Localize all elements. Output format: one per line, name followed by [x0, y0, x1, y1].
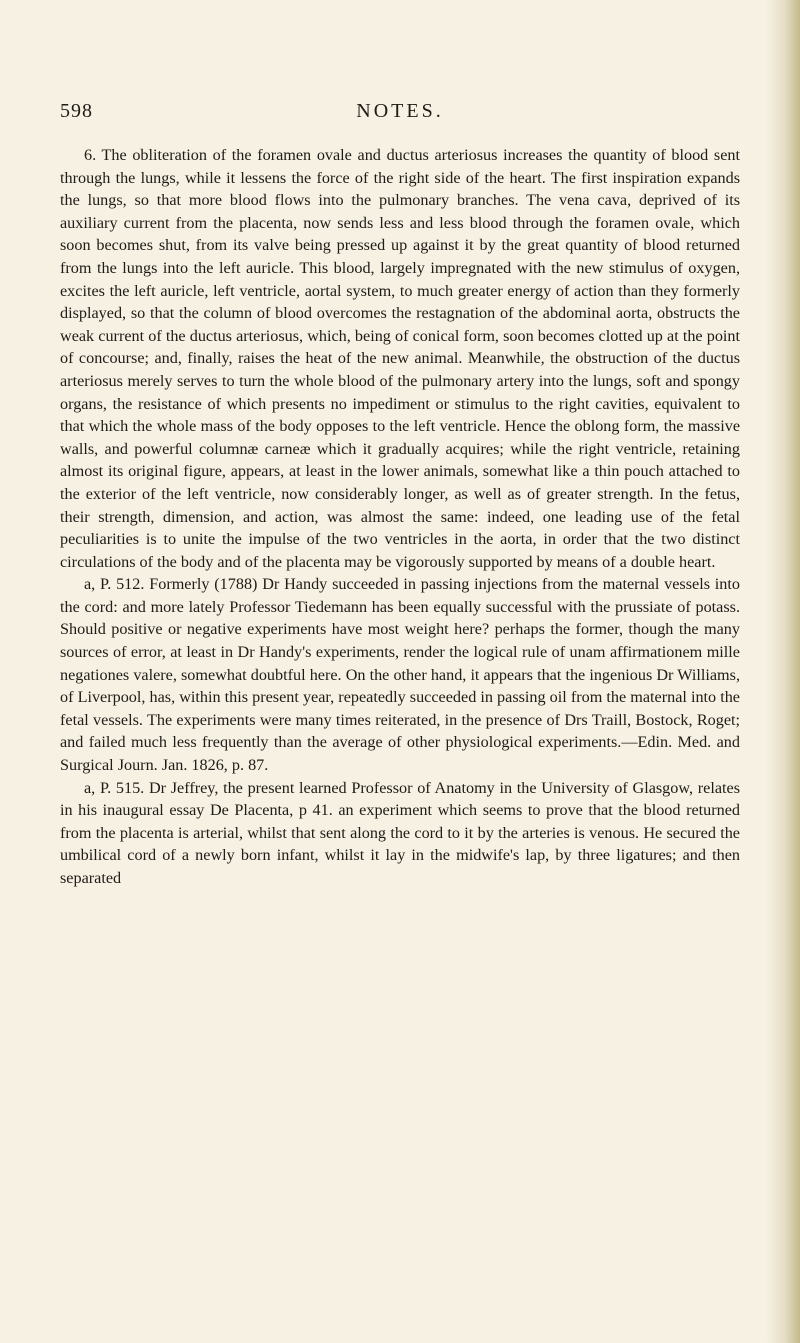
paragraph-note-p512: a, P. 512. Formerly (1788) Dr Handy succeeded in passing injections from the maternal vessels into the cord: and more lately Professor Tiedemann has been equally successful with the prussiate of potass. Should positive or negative experiments have most weight here? perhaps the former, though the many sources of error, at least in Dr Handy's experiments, render the logical rule of unam affirmationem mille negationes valere, somewhat doubtful here. On the other hand, it appears that the ingenious Dr Williams, of Liverpool, has, within this present year, repeatedly succeeded in passing oil from the maternal into the fetal vessels. The experiments were many times reiterated, in the presence of Drs Traill, Bostock, Roget; and failed much less frequently than the average of other physiological experiments.—Edin. Med. and Surgical Journ. Jan. 1826, p. 87.	[60, 575, 740, 775]
page-number: 598	[60, 100, 93, 122]
page-edge-shadow	[766, 0, 800, 1343]
body-text	[60, 144, 740, 890]
page-header	[60, 100, 740, 130]
running-head: NOTES.	[356, 100, 444, 122]
paragraph-foramen-ovale: 6. The obliteration of the foramen ovale and ductus arteriosus increases the quantity of blood sent through the lungs, while it lessens the force of the right side of the heart. The first inspiration expands the lungs, so that more blood flows into the pulmonary branches. The vena cava, deprived of its auxiliary current from the placenta, now sends less and less blood through the foramen ovale, which soon becomes shut, from its valve being pressed up against it by the great quantity of blood returned from the lungs into the left auricle. This blood, largely impregnated with the new stimulus of oxygen, excites the left auricle, left ventricle, aortal system, to much greater energy of action than they formerly displayed, so that the column of blood overcomes the restagnation of the abdominal aorta, obstructs the weak current of the ductus arteriosus, which, being of conical form, soon becomes clotted up at the point of concourse; and, finally, raises the heat of the new animal. Meanwhile, the obstruction of the ductus arteriosus merely serves to turn the whole blood of the pulmonary artery into the lungs, soft and spongy organs, the resistance of which presents no impediment or stimulus to the right cavities, equivalent to that which the whole mass of the body opposes to the left ventricle. Hence the oblong form, the massive walls, and powerful columnæ carneæ which it gradually acquires; while the right ventricle, retaining almost its original figure, appears, at least in the lower animals, somewhat like a thin pouch attached to the exterior of the left ventricle, now considerably longer, as well as of greater strength. In the fetus, their strength, dimension, and action, was almost the same: indeed, one leading use of the fetal peculiarities is to unite the impulse of the two ventricles in the aorta, in order that the two distinct circulations of the body and of the placenta may be vigorously supported by means of a double heart.	[60, 146, 740, 571]
paragraph-note-p515: a, P. 515. Dr Jeffrey, the present learned Professor of Anatomy in the University of Glasgow, relates in his inaugural essay De Placenta, p 41. an experiment which seems to prove that the blood returned from the placenta is arterial, whilst that sent along the cord to it by the arteries is venous. He secured the umbilical cord of a newly born infant, whilst it lay in the midwife's lap, by three ligatures; and then separated	[60, 778, 740, 887]
